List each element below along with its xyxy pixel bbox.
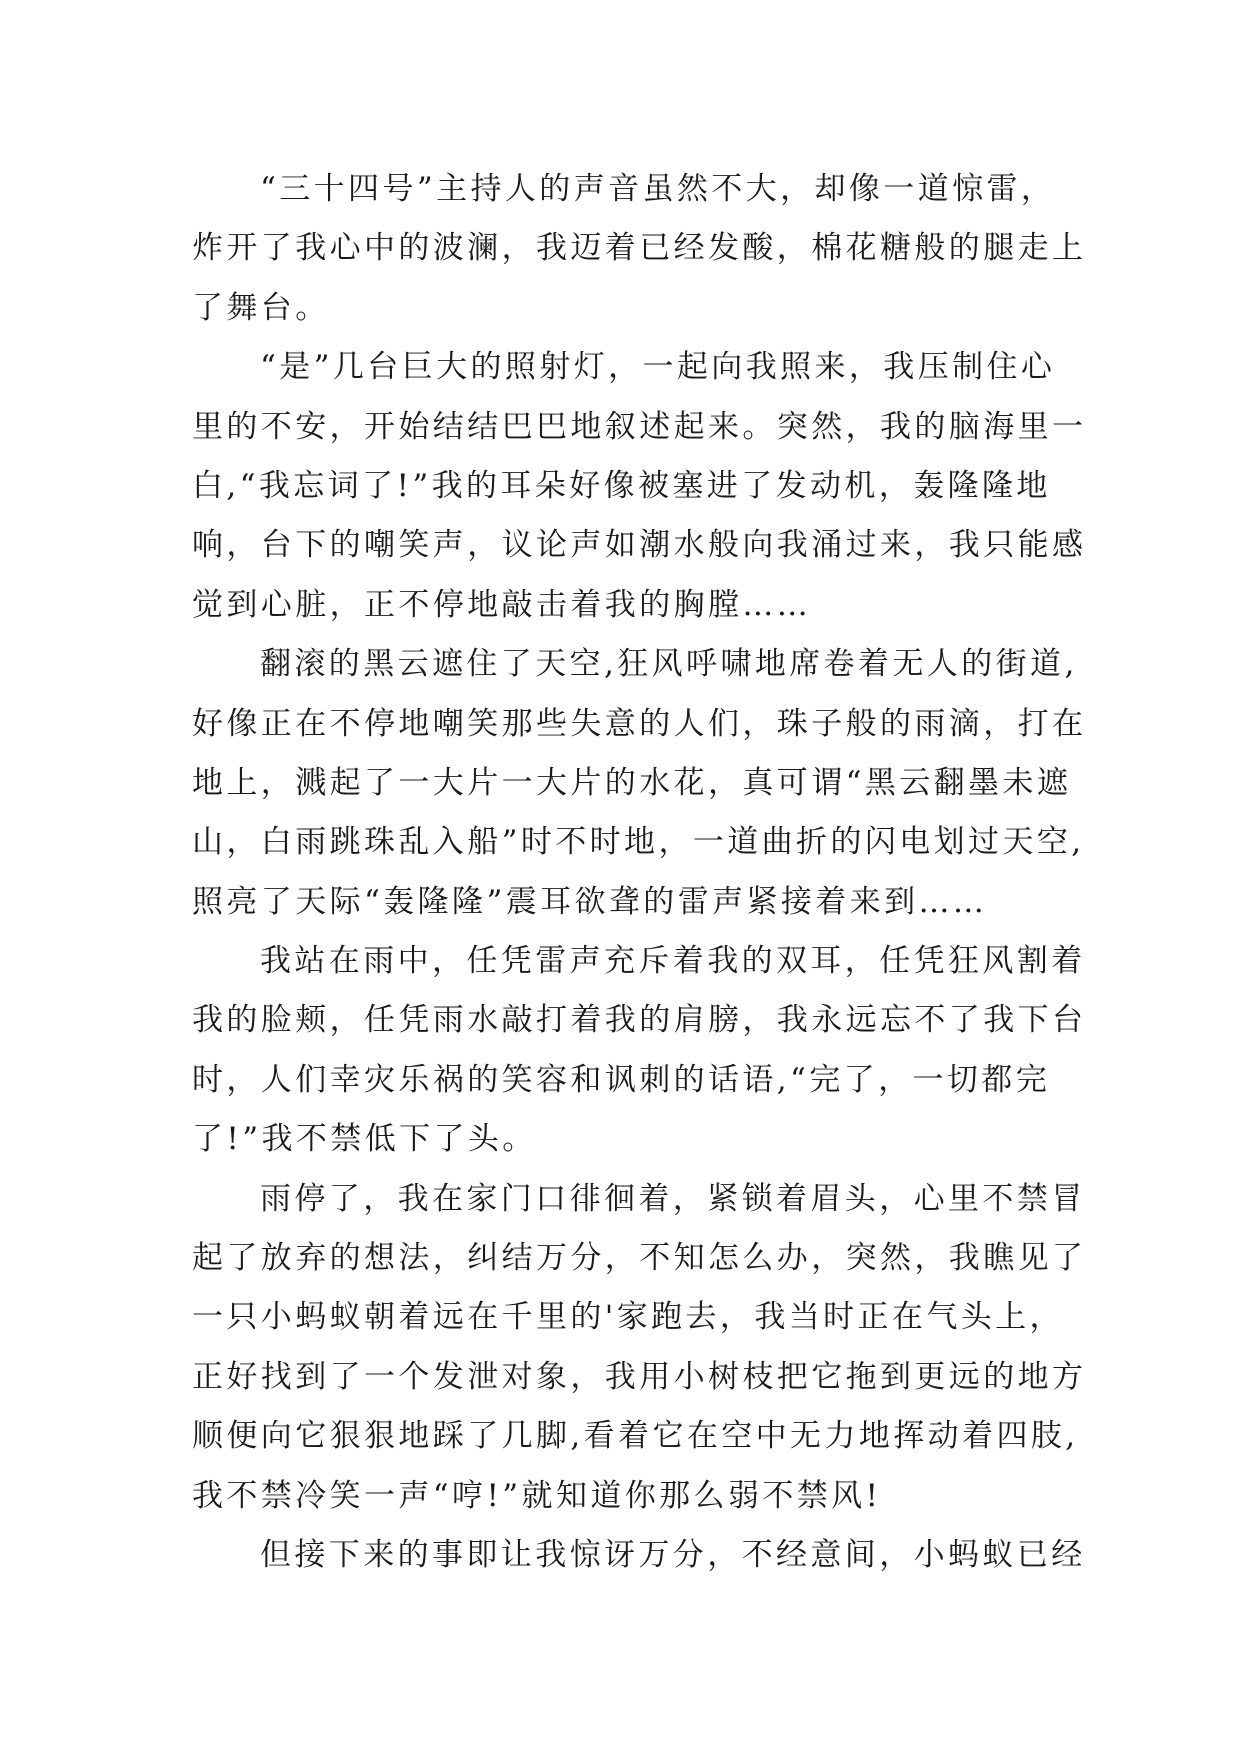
- text-line: 我不禁冷笑一声“哼!”就知道你那么弱不禁风!: [192, 1477, 882, 1514]
- text-line: 了舞台。: [192, 289, 330, 326]
- text-line: 好像正在不停地嘲笑那些失意的人们，珠子般的雨滴，打在: [192, 705, 1087, 742]
- text-line: 地上，溅起了一大片一大片的水花，真可谓“黑云翻墨未遮: [192, 764, 1072, 801]
- text-line: 照亮了天际“轰隆隆”震耳欲聋的雷声紧接着来到……: [192, 883, 988, 920]
- paragraph-2: [192, 338, 1087, 635]
- text-line: 炸开了我心中的波澜，我迈着已经发酸，棉花糖般的腿走上: [192, 230, 1087, 267]
- text-line: 雨停了，我在家门口徘徊着，紧锁着眉头，心里不禁冒: [260, 1180, 1086, 1217]
- paragraph-3: [192, 635, 1087, 932]
- paragraph-1: [192, 160, 1087, 338]
- text-line: 但接下来的事即让我惊讶万分，不经意间，小蚂蚁已经: [260, 1536, 1086, 1573]
- text-line: “三十四号”主持人的声音虽然不大，却像一道惊雷，: [260, 171, 1056, 207]
- text-line: 正好找到了一个发泄对象，我用小树枝把它拖到更远的地方: [192, 1358, 1087, 1395]
- text-line: 响，台下的嘲笑声，议论声如潮水般向我涌过来，我只能感: [192, 527, 1087, 564]
- text-line: 我的脸颊，任凭雨水敲打着我的肩膀，我永远忘不了我下台: [192, 1002, 1087, 1039]
- paragraph-6: [192, 1526, 1086, 1585]
- paragraph-4: [192, 932, 1087, 1170]
- text-line: 我站在雨中，任凭雷声充斥着我的双耳，任凭狂风割着: [260, 943, 1086, 980]
- text-line: 起了放弃的想法，纠结万分，不知怎么办，突然，我瞧见了: [192, 1240, 1087, 1277]
- text-line: “是”几台巨大的照射灯，一起向我照来，我压制住心: [260, 349, 1056, 386]
- text-line: 了!”我不禁低下了头。: [192, 1121, 537, 1158]
- text-line: 觉到心脏，正不停地敲击着我的胸膛……: [192, 586, 812, 623]
- paragraph-5: [192, 1170, 1087, 1526]
- text-line: 白,“我忘词了!”我的耳朵好像被塞进了发动机，轰隆隆地: [192, 467, 1051, 504]
- text-line: 顺便向它狠狠地踩了几脚,看着它在空中无力地挥动着四肢,: [192, 1418, 1079, 1455]
- text-line: 山，白雨跳珠乱入船”时不时地，一道曲折的闪电划过天空,: [192, 824, 1085, 861]
- text-line: 一只小蚂蚁朝着远在千里的'家跑去，我当时正在气头上，: [192, 1299, 1064, 1336]
- text-line: 时，人们幸灾乐祸的笑容和讽刺的话语,“完了，一切都完: [192, 1061, 1051, 1098]
- text-line: 里的不安，开始结结巴巴地叙述起来。突然，我的脑海里一: [192, 408, 1087, 445]
- essay-body: [192, 160, 1087, 1585]
- text-line: 翻滚的黑云遮住了天空,狂风呼啸地席卷着无人的街道,: [260, 646, 1078, 683]
